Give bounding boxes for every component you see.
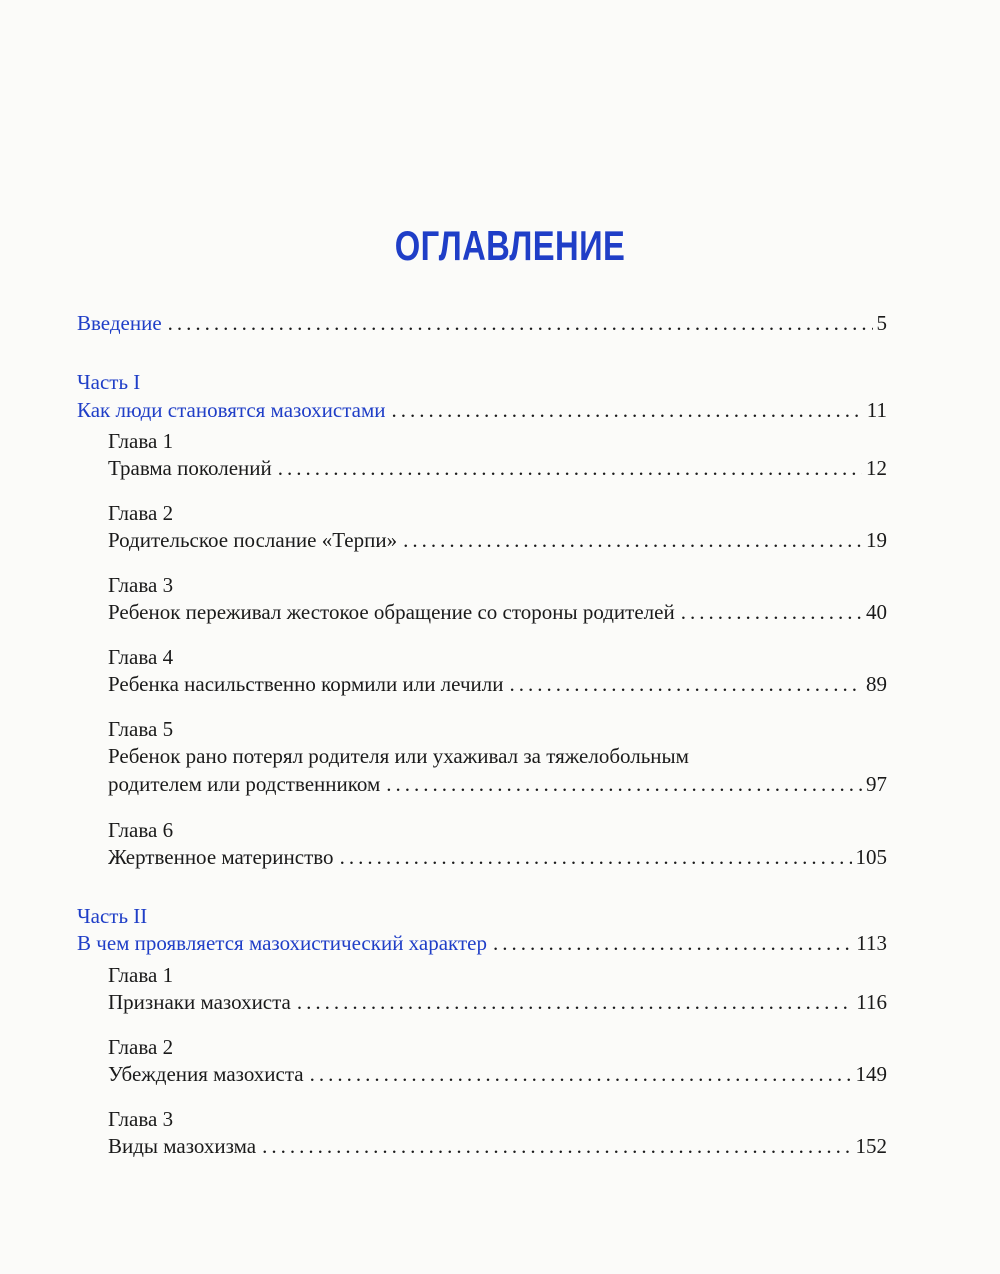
chapter-title-line-1[interactable]: Ребенок рано потерял родителя или ухаживал за тяжелобольным [108,744,689,768]
page-number: 40 [866,600,887,624]
toc-entry-chapter[interactable] [108,599,887,625]
toc-entry-part-2[interactable] [77,930,887,956]
chapter-label: Глава 2 [108,501,174,525]
leader-dots [310,1061,852,1087]
toc-entry-part-1[interactable] [77,397,887,423]
leader-dots [403,527,862,553]
toc-entry-intro[interactable] [77,310,887,336]
chapter-title: Жертвенное материнство [108,845,334,869]
page-number: 149 [855,1062,887,1086]
chapter-title: Родительское послание «Терпи» [108,528,398,552]
part-1-label: Часть I [77,370,141,394]
leader-dots [262,1133,851,1159]
leader-dots [297,989,852,1015]
page-number: 113 [856,931,887,955]
toc-entry-chapter[interactable] [108,671,887,697]
toc-entry-chapter[interactable] [108,771,887,797]
part-1-title: Как люди становятся мазохистами [77,398,386,422]
chapter-title: Виды мазохизма [108,1134,257,1158]
chapter-title: Убеждения мазохиста [108,1062,304,1086]
chapter-label: Глава 3 [108,1107,174,1131]
chapter-label: Глава 5 [108,717,174,741]
leader-dots [386,771,862,797]
chapter-label: Глава 4 [108,645,174,669]
leader-dots [392,397,863,423]
chapter-title: Травма поколений [108,456,272,480]
chapter-label: Глава 1 [108,963,174,987]
leader-dots [278,455,862,481]
toc-entry-chapter[interactable] [108,989,887,1015]
part-2-title: В чем проявляется мазохистический характер [77,931,487,955]
chapter-title: Ребенок переживал жестокое обращение со стороны родителей [108,600,675,624]
page-title: ОГЛАВЛЕНИЕ [394,222,626,269]
chapter-title: Ребенка насильственно кормили или лечили [108,672,504,696]
toc-entry-chapter[interactable] [108,527,887,553]
chapter-label: Глава 1 [108,429,174,453]
leader-dots [509,671,862,697]
toc-entry-chapter[interactable] [108,455,887,481]
leader-dots [340,844,852,870]
page-number: 5 [876,311,887,335]
chapter-label: Глава 2 [108,1035,174,1059]
page-number: 11 [866,398,887,422]
toc-entry-chapter[interactable] [108,1061,887,1087]
chapter-title: Признаки мазохиста [108,990,291,1014]
leader-dots [168,310,873,336]
chapter-title-line-2: родителем или родственником [108,772,381,796]
toc-entry-chapter[interactable] [108,1133,887,1159]
toc-entry-chapter[interactable] [108,844,887,870]
page-number: 116 [856,990,887,1014]
page-number: 97 [866,772,887,796]
leader-dots [493,930,852,956]
page-number: 89 [866,672,887,696]
page-number: 105 [855,845,887,869]
page-number: 152 [855,1134,887,1158]
part-2-label: Часть II [77,904,148,928]
chapter-label: Глава 6 [108,818,174,842]
chapter-label: Глава 3 [108,573,174,597]
page-number: 12 [866,456,887,480]
leader-dots [681,599,862,625]
page-number: 19 [866,528,887,552]
intro-label: Введение [77,311,162,335]
